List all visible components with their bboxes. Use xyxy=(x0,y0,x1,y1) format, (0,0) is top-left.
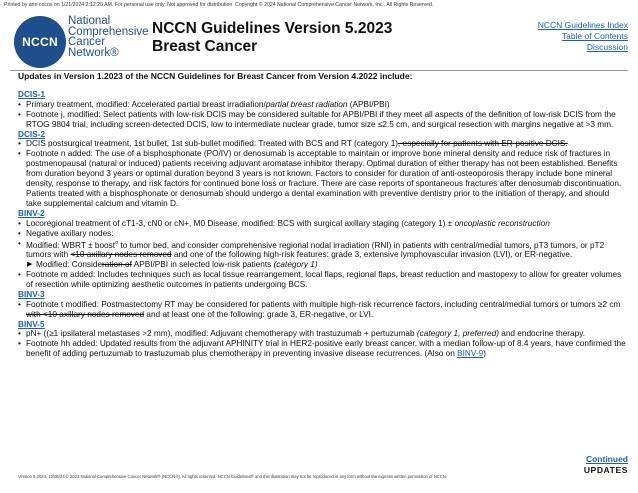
logo-wordmark xyxy=(68,16,149,58)
list-item xyxy=(18,139,626,149)
continued-link[interactable]: Continued xyxy=(585,454,628,464)
text: (APBI/PBI) xyxy=(347,99,390,109)
text: pN+ ((≥1 ipsilateral metastases >2 mm), modified: Adjuvant chemotherapy with trastuzumab + pertuzumab xyxy=(26,329,417,339)
nav-links xyxy=(538,20,628,53)
logo-line-2: Comprehensive xyxy=(68,25,149,38)
nccn-logo xyxy=(14,16,66,68)
copyright-footer: Version 5.2023, 12/05/23 © 2023 National Comprehensive Cancer Network® (NCCN®), All rights reserved. NCCN Guidelines® and this illustration may not be reproduced in any form without the express written permission of NCCN. xyxy=(18,474,447,479)
triangle-bullet-icon: ▶ xyxy=(27,261,33,269)
guideline-topic: Breast Cancer xyxy=(152,38,258,55)
updates-heading: Updates in Version 1.2023 of the NCCN Guidelines for Breast Cancer from Version 4.2022 include: xyxy=(18,71,413,81)
section-link-binv-2[interactable]: BINV-2 xyxy=(18,208,45,218)
list-item: • Footnote m added: Includes techniques such as local tissue rearrangement, local flaps, regional flaps, breast reduction and mastopexy to allow for greater volumes of resection while optimizing aesthetic outcomes in patients undergoing BCS. xyxy=(18,270,626,290)
text: Footnote t modified: Postmastectomy RT may be considered for patients with multiple high-risk recurrence factors, including central/medial tumors or tumors ≥2 cm xyxy=(26,299,621,309)
text: and at least one of the following: grade 3, ER-negative, or LVI. xyxy=(144,309,374,319)
text: and endocrine therapy. xyxy=(498,329,586,339)
deleted-text: ration of xyxy=(102,260,132,270)
list-item xyxy=(18,300,626,320)
list-item xyxy=(18,100,626,110)
logo-line-1: National xyxy=(68,15,111,27)
text: and one of the following high-risk features: grade 3, extensive lymphovascular invasion (LVI), or ER-negative. xyxy=(171,250,573,260)
text-italic: (category 1) xyxy=(273,260,318,270)
text: Primary treatment, modified: Accelerated partial breast irradiation/ xyxy=(26,99,266,109)
text: Modified: Conside xyxy=(36,260,103,270)
text: DCIS postsurgical treatment, 1st bullet, 1st sub-bullet modified: Treated with BCS and RT (category 1) xyxy=(26,139,399,149)
updates-label: UPDATES xyxy=(583,465,628,475)
list-item: • Footnote n added: The use of a bisphosphonate (PO/IV) or denosumab is acceptable to maintain or improve bone mineral density and reduce risk of fractures in postmenopausal (natural or induced) patients receiving adjuvant aromatase inhibitor therapy. Optimal duration of either therapy has not been established. Benefits from duration beyond 3 years or optimal duration beyond 3 years is not known. Factors to consider for duration of anti-osteoporosis therapy include bone mineral density, response to therapy, and risk factors for continued bone loss or fracture. There are case reports of spontaneous fractures after denosumab discontinuation. Patients treated with a bisphosphonate or denosumab should undergo a dental examination with preventive dentistry prior to the initiation of therapy, and should take supplemental calcium and vitamin D. xyxy=(18,149,626,208)
sub-list-item xyxy=(18,260,626,270)
list-item xyxy=(18,219,626,229)
text: ) xyxy=(483,349,486,359)
text-italic: (category 1, preferred) xyxy=(416,329,499,339)
section-link-binv-3[interactable]: BINV-3 xyxy=(18,289,45,299)
guideline-version: NCCN Guidelines Version 5.2023 xyxy=(152,20,393,37)
list-item: • Footnote j, modified: Select patients with low-risk DCIS may be considered suitable for APBI/PBI if they meet all aspects of the definition of low-risk DCIS from the RTOG 9804 trial, including screen-detected DCIS, low to intermediate nuclear grade, tumor size ≤2.5 cm, and surgical resection with margins negative at >3 mm. xyxy=(18,110,626,130)
text: to tumor bed, and consider comprehensive regional nodal irradiation (RNI) in patients with central/medial tumors, pT3 tumors, or pT2 tumors with xyxy=(26,240,605,260)
logo-line-4: Network® xyxy=(68,46,119,59)
logo-line-3: Cancer xyxy=(68,36,106,48)
section-link-dcis-1[interactable]: DCIS-1 xyxy=(18,89,46,99)
text: APBI/PBI in selected low-risk patients xyxy=(131,260,274,270)
list-item: • Negative axillary nodes: xyxy=(18,229,626,239)
print-notice: Printed by ann cocos on 1/21/2024 2:12:20 AM. For personal use only. Not approved for distribution. Copyright © 2024 National Comprehensive Cancer Network, Inc., All Rights Reserved. xyxy=(4,2,434,8)
section-link-dcis-2[interactable]: DCIS-2 xyxy=(18,129,46,139)
binv-9-link[interactable]: BINV-9 xyxy=(457,349,484,359)
list-item xyxy=(18,239,626,261)
deleted-text: <10 axillary nodes removed xyxy=(70,250,172,260)
list-item xyxy=(18,329,626,339)
deleted-text: , especially for patients with ER-positive DCIS. xyxy=(398,139,568,149)
text: Locoregional treatment of cT1-3, cN0 or cN+, M0 Disease, modified: BCS with surgical axillary staging (category 1) ± xyxy=(26,218,455,228)
deleted-text: with <10 axillary nodes removed xyxy=(26,309,145,319)
page-title xyxy=(152,20,392,56)
updates-content xyxy=(18,72,626,359)
discussion-link[interactable]: Discussion xyxy=(586,42,628,52)
footnote-marker: o xyxy=(115,239,119,246)
text-italic: partial breast radiation xyxy=(265,99,348,109)
guidelines-index-link[interactable]: NCCN Guidelines Index xyxy=(537,20,628,30)
text: Footnote hh added: Updated results from the adjuvant APHINITY trial in HER2-positive early breast cancer, with a median follow-up of 8.4 years, have confirmed the benefit of adding pertuzumab to trastuzumab plus chemotherapy in preventing invasive disease recurrences. (Also on xyxy=(26,339,626,359)
table-of-contents-link[interactable]: Table of Contents xyxy=(561,31,628,41)
text: Modified: WBRT ± boost xyxy=(26,240,116,250)
text-italic: oncoplastic reconstruction xyxy=(454,218,550,228)
section-link-binv-5[interactable]: BINV-5 xyxy=(18,319,45,329)
logo-mark: NCCN xyxy=(22,35,58,49)
list-item xyxy=(18,339,626,359)
